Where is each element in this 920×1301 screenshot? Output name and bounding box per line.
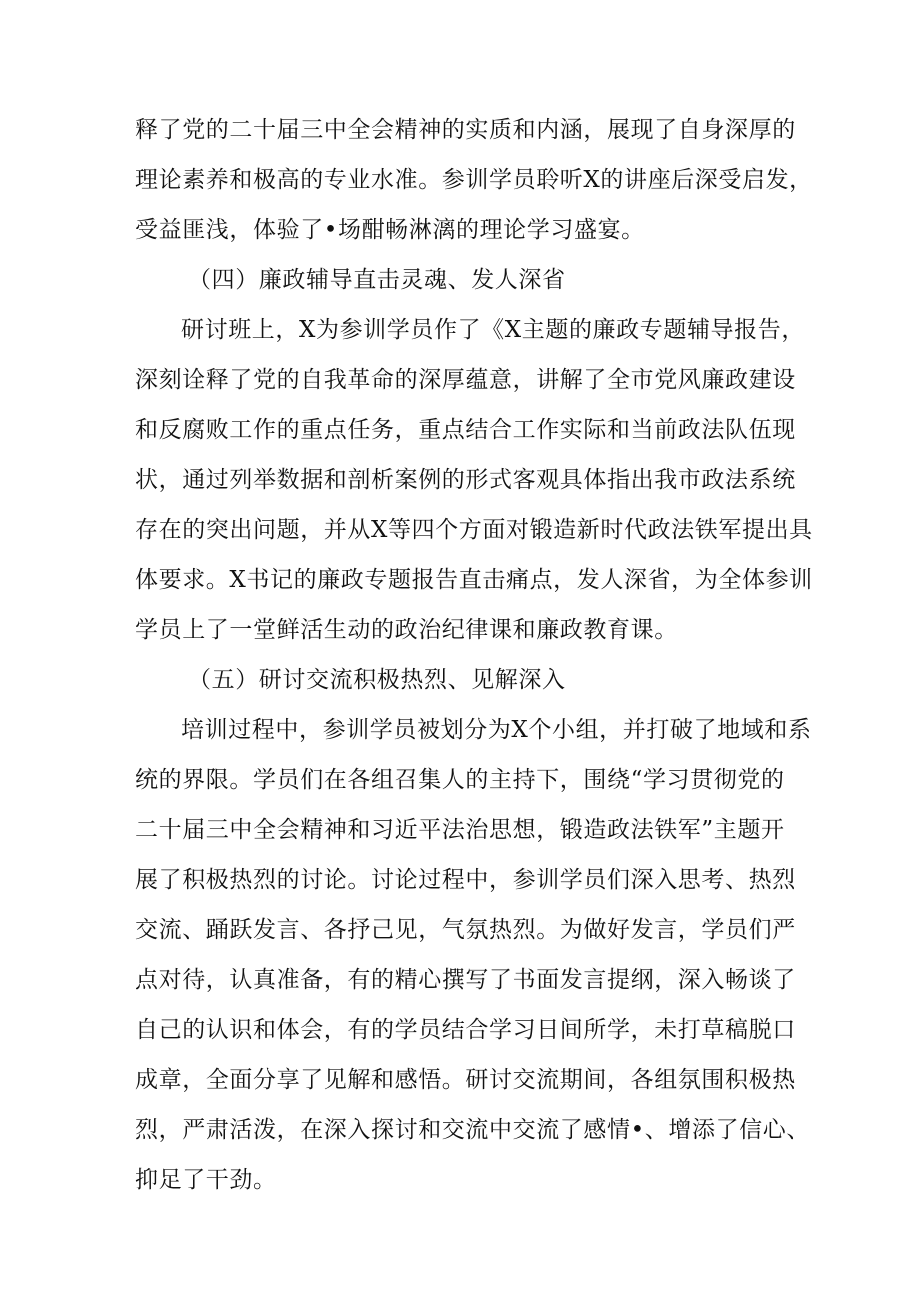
text-line: 二十届三中全会精神和习近平法治思想，锻造政法铁军”主题开 — [135, 817, 785, 843]
text-line: 自己的认识和体会，有的学员结合学习日间所学，未打草稿脱口 — [135, 1017, 796, 1043]
text-line: 受益匪浅，体验了•场酣畅淋漓的理论学习盛宴。 — [135, 217, 645, 243]
text-line: 抑足了干劲。 — [135, 1167, 277, 1193]
text-line: 培训过程中，参训学员被划分为X个小组，并打破了地域和系 — [181, 717, 812, 743]
text-line: 成章，全面分享了见解和感悟。研讨交流期间，各组氛围积极热 — [135, 1067, 796, 1093]
text-line: 展了积极热烈的讨论。讨论过程中，参训学员们深入思考、热烈 — [135, 867, 796, 893]
section-heading-5: （五）研讨交流积极热烈、见解深入 — [188, 667, 566, 693]
text-line: 状，通过列举数据和剖析案例的形式客观具体指出我市政法系统 — [135, 467, 796, 493]
text-line: 学员上了一堂鲜活生动的政治纪律课和廉政教育课。 — [135, 617, 678, 643]
text-line: 理论素养和极高的专业水准。参训学员聆听X的讲座后深受启发， — [135, 167, 813, 193]
text-line: 研讨班上，X为参训学员作了《X主题的廉政专题辅导报告， — [181, 317, 805, 343]
text-line: 交流、踊跃发言、各抒己见，气氛热烈。为做好发言，学员们严 — [135, 917, 796, 943]
text-line: 点对待，认真准备，有的精心撰写了书面发言提纲，深入畅谈了 — [135, 967, 796, 993]
paragraph-3 — [135, 716, 812, 1194]
paragraph-2 — [135, 316, 813, 644]
text-line: 深刻诠释了党的自我革命的深厚蕴意，讲解了全市党风廉政建设 — [135, 367, 796, 393]
section-heading-4: （四）廉政辅导直击灵魂、发人深省 — [188, 267, 566, 293]
paragraph-1 — [135, 116, 813, 244]
text-line: 统的界限。学员们在各组召集人的主持下，围绕“学习贯彻党的 — [135, 767, 785, 793]
text-line: 烈，严肃活泼，在深入探讨和交流中交流了感情•、增添了信心、 — [135, 1117, 810, 1143]
text-line: 和反腐败工作的重点任务，重点结合工作实际和当前政法队伍现 — [135, 417, 796, 443]
text-line: 释了党的二十届三中全会精神的实质和内涵，展现了自身深厚的 — [135, 117, 796, 143]
text-line: 存在的突出问题，并从X等四个方面对锻造新时代政法铁军提出具 — [135, 517, 813, 543]
text-line: 体要求。X书记的廉政专题报告直击痛点，发人深省，为全体参训 — [135, 567, 813, 593]
